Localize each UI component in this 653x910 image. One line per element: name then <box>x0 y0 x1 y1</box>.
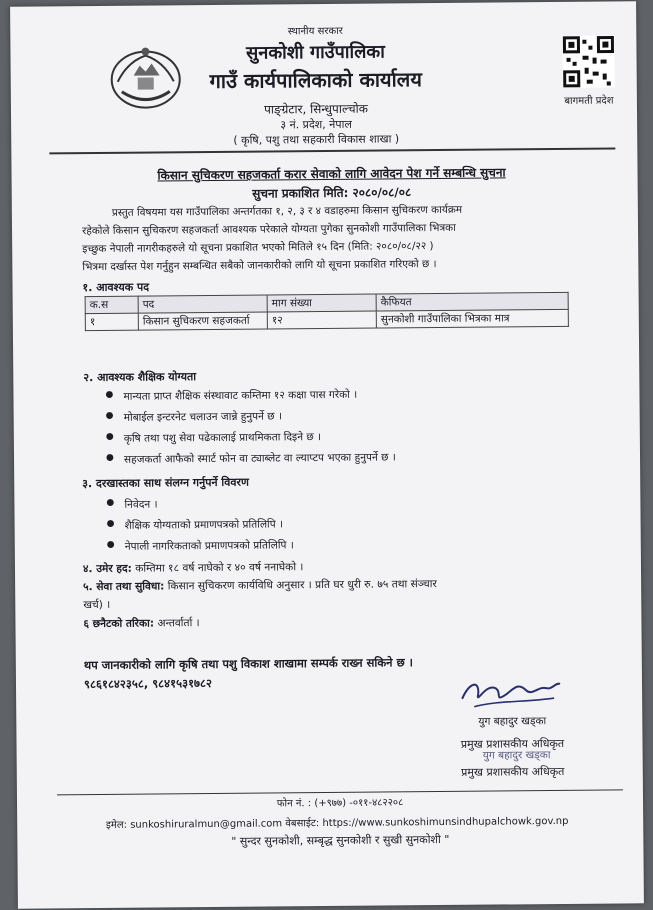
documents-list <box>100 494 581 561</box>
qualification-list <box>99 386 580 474</box>
col-demand: माग संख्या <box>267 294 376 312</box>
list-item: ● शैक्षिक योग्यताको प्रमाणपत्रको प्रतिलिपि । <box>101 515 581 540</box>
col-post: पद <box>138 295 267 313</box>
stamp-name: युग बहादुर खड्का <box>482 749 551 762</box>
footer-slogan: " सुन्दर सुनकोशी, सम्बृद्ध सुनकोशी र सुखी सुनकोशी " <box>231 832 450 848</box>
selection-label: ६ छनैटको तरिका: <box>83 617 155 631</box>
cell-sn: १ <box>85 313 138 330</box>
facility-text: किसान सुचिकरण कार्यविधि अनुसार । प्रति घर धुरी रु. ७५ तथा संञ्चार <box>164 578 437 593</box>
selection-text: अन्तर्वार्ता । <box>154 617 200 630</box>
list-item: ● मोबाईल इन्टरनेट चलाउन जान्ने हुनुपर्ने छ । <box>100 407 580 432</box>
notice-line: इच्छुक नेपाली नागरीकहरुले यो सूचना प्रकाशित भएको मितिले १५ दिन (मिति: २०८०/०८/२२ ) <box>82 240 434 256</box>
municipality-name: सुनकोशी गाउँपालिका <box>246 41 385 64</box>
list-item: ● नेपाली नागरिकताको प्रमाणपत्रको प्रतिलिपि । <box>101 536 581 561</box>
list-item: ● सहजकर्ता आफैको स्मार्ट फोन वा ट्याब्लेट वा ल्याप्टप भएका हुनुपर्ने छ । <box>100 449 580 474</box>
notice-body <box>82 200 583 276</box>
province-line: ३ नं. प्रदेश, नेपाल <box>280 117 352 132</box>
contact-phones: ९८६१८४२३५८, ९८४१५३१७८२ <box>83 676 213 692</box>
cell-post: किसान सुचिकरण सहजकर्ता <box>138 312 267 330</box>
selection-line <box>83 613 583 631</box>
published-date: सुचना प्रकाशित मिति: २०८०/०८/०८ <box>252 185 412 201</box>
office-name: गाउँ कार्यपालिकाको कार्यालय <box>209 67 422 94</box>
cell-demand: १२ <box>267 311 376 329</box>
footer-phone: फोन नं. : (+९७७) -०११-४८२२०८ <box>276 797 404 810</box>
notice-title: किसान सुचिकरण सहजकर्ता करार सेवाको लागि आवेदन पेश गर्ने सम्बन्धि सुचना <box>157 165 506 183</box>
col-remarks: कैफियत <box>376 292 568 311</box>
notice-line: भित्रमा दर्खास्त पेश गर्नुहुन सम्बन्धित सबैको जानकारीको लागि यो सूचना प्रकाशित गरिएको छ । <box>82 258 437 274</box>
header-divider <box>49 147 615 154</box>
section-3-title: ३. दरखास्तका साथ संलग्न गर्नुपर्ने विवरण <box>82 475 249 491</box>
footer-email-website: इमेल: sunkoshiruralmun@gmail.com वेबसाईट: https://www.sunkoshimunsindhupalchowk.gov.np <box>105 815 569 831</box>
section-2-title: २. आवश्यक शैक्षिक योग्यता <box>83 370 197 385</box>
branch-name: ( कृषि, पशु तथा सहकारी विकास शाखा ) <box>233 132 400 147</box>
facility-label: ५. सेवा तथा सुविधा: <box>83 580 165 594</box>
province-name: बागमती प्रदेश <box>564 95 614 107</box>
age-limit-label: ४. उमेर हद: <box>82 562 132 576</box>
table-row <box>85 309 568 330</box>
position-table <box>85 292 569 331</box>
age-limit-text: कम्तिमा १८ वर्ष नाघेको र ४० वर्ष ननाघेको । <box>131 561 304 575</box>
qr-code-icon <box>562 35 614 87</box>
local-gov-label: स्थानीय सरकार <box>287 25 343 38</box>
list-item: ● मान्यता प्राप्त शैक्षिक संस्थावाट कम्तिमा १२ कक्षा पास गरेको । <box>99 386 579 411</box>
office-address: पाङ्ग्रेटार, सिन्धुपाल्चोक <box>263 101 368 117</box>
stamp-title: प्रमुख प्रशासकीय अधिकृत <box>461 764 565 779</box>
signature-scribble <box>456 672 566 715</box>
list-item: ● कृषि तथा पशु सेवा पढेकालाई प्राथमिकता दिइने छ । <box>100 428 580 453</box>
age-limit-line <box>83 558 583 576</box>
section-1-title: १. आवश्यक पद <box>82 280 150 295</box>
notice-line: प्रस्तुत विषयमा यस गाउँपालिका अन्तर्गतका १, २, ३ र ४ वडाहरुमा किसान सुचिकरण कार्यक्रम <box>111 203 463 219</box>
col-sn: क.स <box>85 296 138 313</box>
facility-line-2: खर्च) । <box>83 598 111 612</box>
cell-remarks: सुनकोशी गाउँपालिका भित्रका मात्र <box>376 309 568 328</box>
list-item: ● निवेदन । <box>100 494 580 519</box>
notice-line: रहेकोले किसान सुचिकरण सहजकर्ता आवश्यक परेकाले योग्यता पुगेका सुनकोशी गाउँपालिका भित्रका <box>81 221 456 238</box>
notice-sheet <box>10 1 644 908</box>
signatory-name: युग बहादुर खड्का <box>478 715 547 728</box>
contact-line: थप जानकारीको लागि कृषि तथा पशु विकाश शाखामा सम्पर्क राख्न सकिने छ । <box>83 655 414 673</box>
signatory-title: प्रमुख प्रशासकीय अधिकृत <box>460 736 565 751</box>
facility-line <box>83 576 593 594</box>
